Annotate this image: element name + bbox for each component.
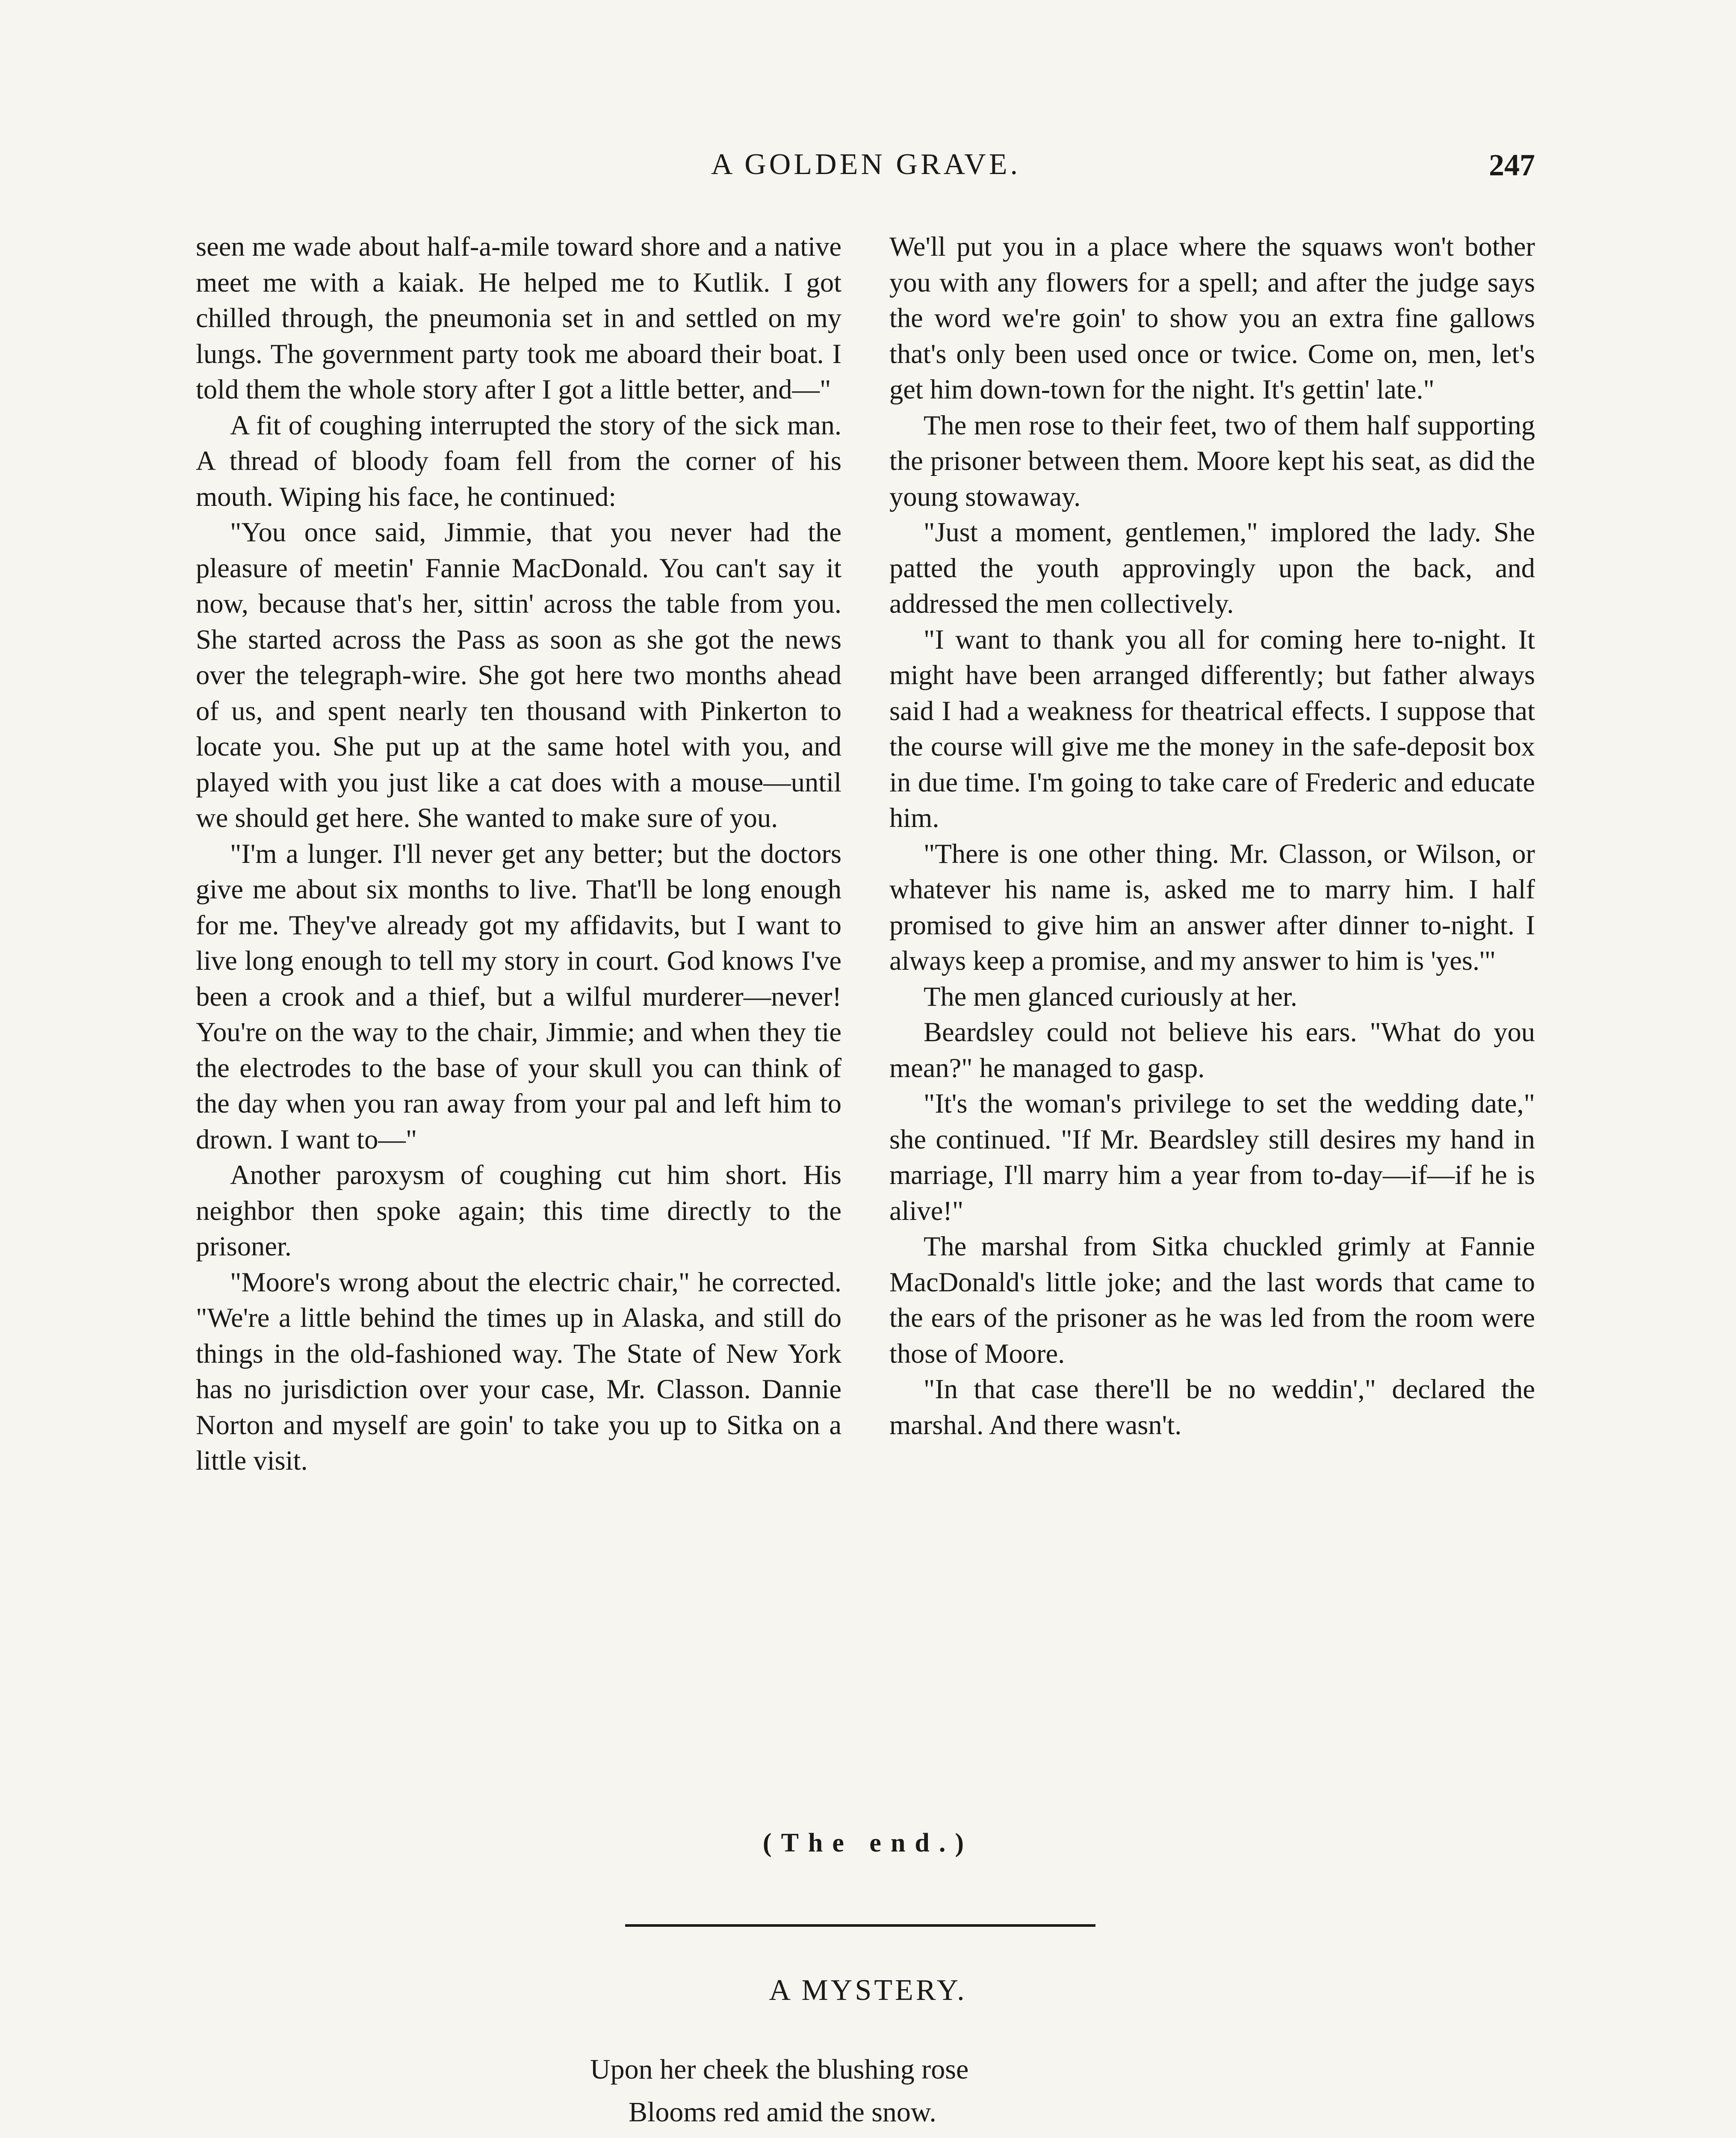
paragraph: "Moore's wrong about the electric chair," he corrected. "We're a little behind the times up in Alaska, and still do things in the old-fashioned way. The State of New York has no jurisdiction over your case, Mr. Classon. Dannie Norton and myself are goin' to take you up to Sitka on a little visit. [196,1267,841,1476]
poem-title: A MYSTERY. [769,1974,967,2007]
story-column-right [889,229,1535,1443]
poem-line: Upon her cheek the blushing rose [590,2054,969,2085]
paragraph: "Just a moment, gentlemen," implored the lady. She patted the youth approvingly upon the back, and addressed the men collectively. [889,517,1535,619]
paragraph: A fit of coughing interrupted the story of the sick man. A thread of bloody foam fell from the corner of his mouth. Wiping his face, he continued: [196,410,841,512]
page-number: 247 [1489,148,1535,182]
running-title: A GOLDEN GRAVE. [711,148,1021,181]
paragraph: "It's the woman's privilege to set the wedding date," she continued. "If Mr. Beardsley still desires my hand in marriage, I'll marry him a year from to-day—if—if he is alive!" [889,1088,1535,1226]
paragraph: "In that case there'll be no weddin'," declared the marshal. And there wasn't. [889,1374,1535,1440]
the-end-marker: (The end.) [762,1828,974,1857]
paragraph: "I'm a lunger. I'll never get any better; but the doctors give me about six months to live. That'll be long enough for me. They've already got my affidavits, but I want to live long enough to tell my story in court. God knows I've been a crook and a thief, but a wilful murderer—never! You're on the way to the chair, Jimmie; and when they tie the electrodes to the base of your skull you can think of the day when you ran away from your pal and left him to drown. I want to—" [196,838,841,1155]
story-column-left [196,229,841,1479]
paragraph: "There is one other thing. Mr. Classon, or Wilson, or whatever his name is, asked me to marry him. I half promised to give him an answer after dinner to-night. I always keep a promise, and my answer to him is 'yes.'" [889,838,1535,976]
paragraph: The men glanced curiously at her. [924,981,1298,1012]
paragraph: "You once said, Jimmie, that you never had the pleasure of meetin' Fannie MacDonald. You can't say it now, because that's her, sittin' across the table from you. She started across the Pass as soon as she got the news over the telegraph-wire. She got here two months ahead of us, and spent nearly ten thousand with Pinkerton to locate you. She put up at the same hotel with you, and played with you just like a cat does with a mouse—until we should get here. She wanted to make sure of you. [196,517,841,833]
paragraph: Another paroxysm of coughing cut him short. His neighbor then spoke again; this time directly to the prisoner. [196,1160,841,1261]
poem-line [590,2134,1189,2138]
section-divider [625,1924,1095,1927]
paragraph: The marshal from Sitka chuckled grimly at Fannie MacDonald's little joke; and the last words that came to the ears of the prisoner as he was led from the room were those of Moore. [889,1231,1535,1369]
poem-line: Blooms red amid the snow. [629,2097,936,2128]
paragraph: seen me wade about half-a-mile toward shore and a native meet me with a kaiak. He helped me to Kutlik. I got chilled through, the pneumonia set in and settled on my lungs. The government party took me aboard their boat. I told them the whole story after I got a little better, and—" [196,231,841,405]
paragraph: Beardsley could not believe his ears. "What do you mean?" he managed to gasp. [889,1017,1535,1083]
paragraph: The men rose to their feet, two of them half supporting the prisoner between them. Moore kept his seat, as did the young stowaway. [889,410,1535,512]
poem-body [590,2048,1189,2138]
paragraph: We'll put you in a place where the squaws won't bother you with any flowers for a spell; and after the judge says the word we're goin' to show you an extra fine gallows that's only been used once or twice. Come on, men, let's get him down-town for the night. It's gettin' late." [889,231,1535,405]
page-header [197,143,1535,190]
paragraph: "I want to thank you all for coming here to-night. It might have been arranged differently; but father always said I had a weakness for theatrical effects. I suppose that the course will give me the money in the safe-deposit box in due time. I'm going to take care of Frederic and educate him. [889,624,1535,833]
